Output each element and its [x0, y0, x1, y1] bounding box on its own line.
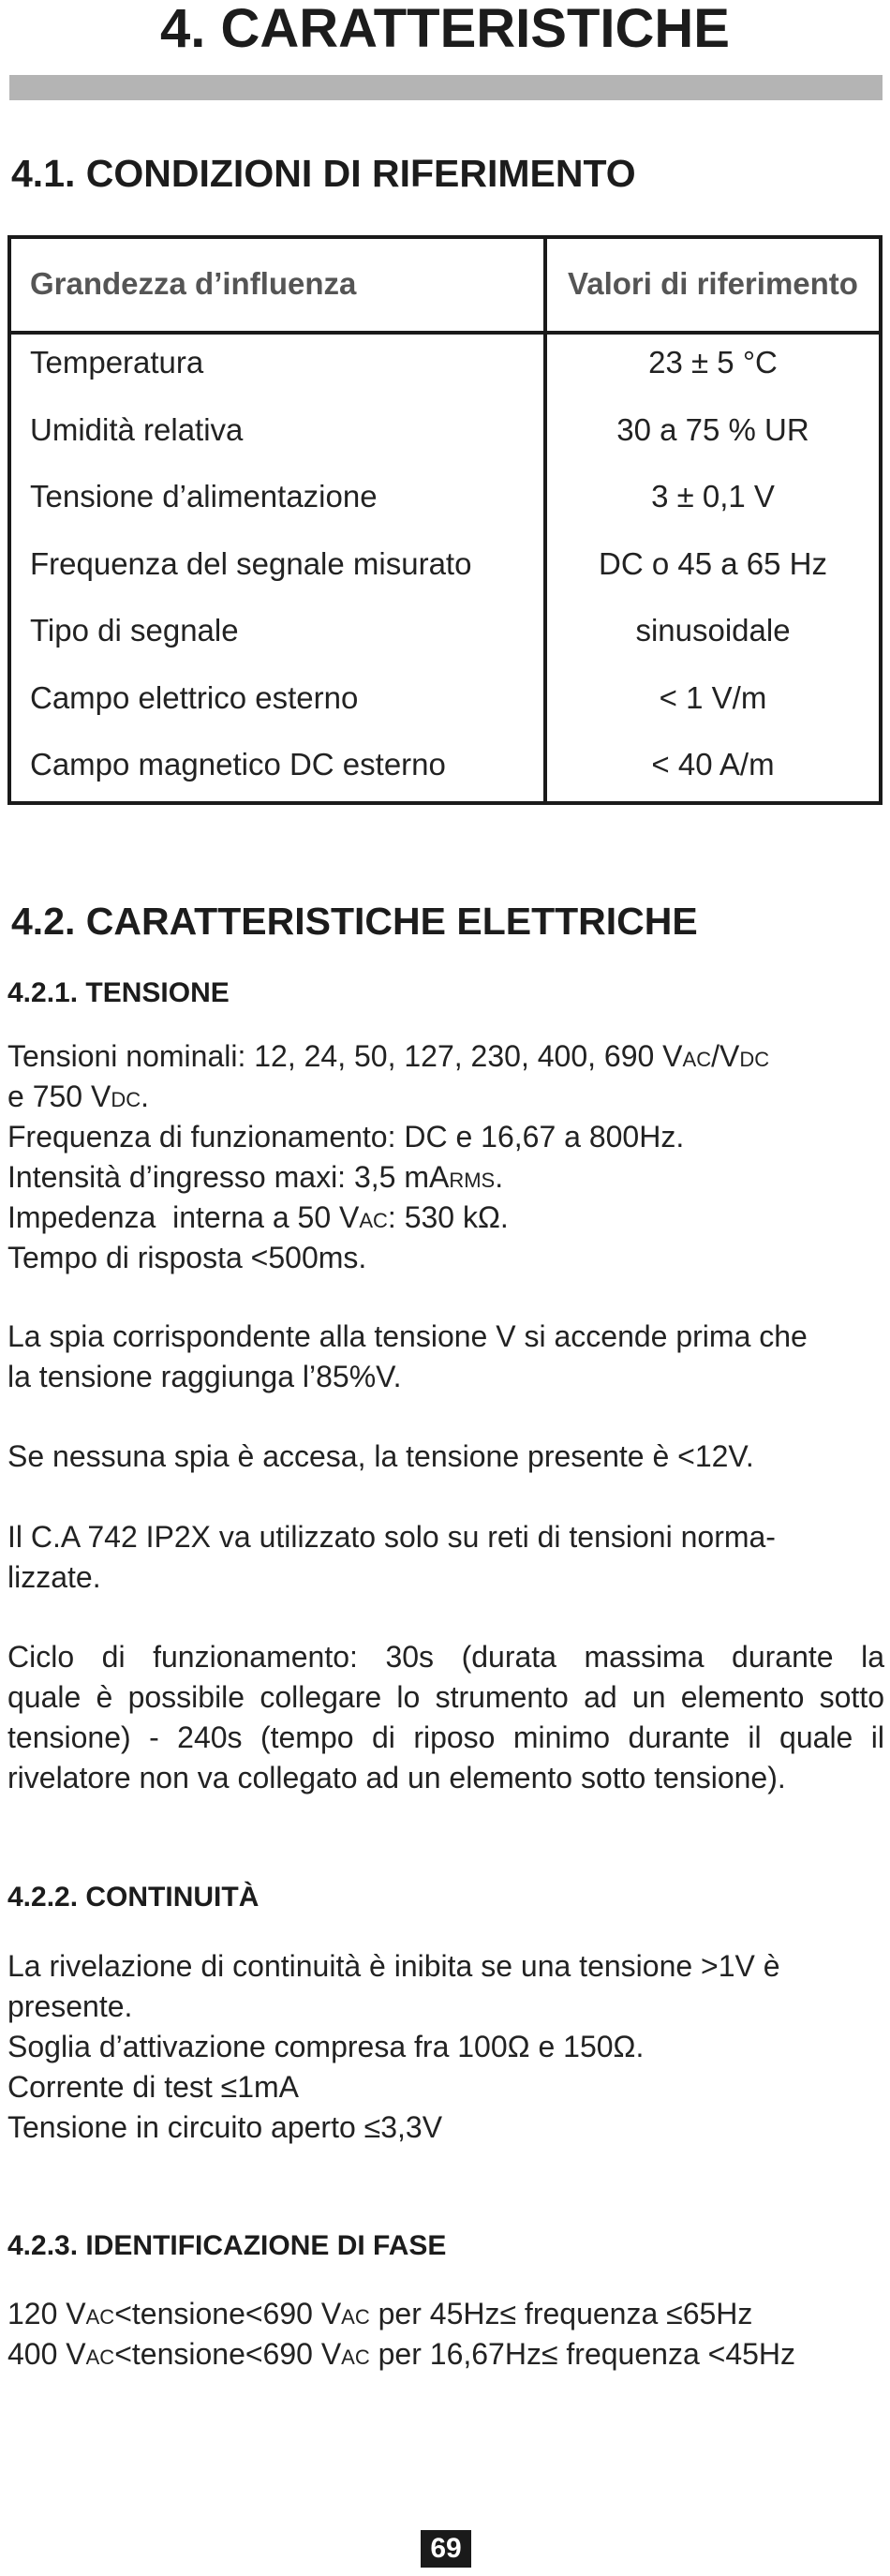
table-cell-name: Tensione d’alimentazione	[30, 479, 378, 514]
table-column-divider	[543, 239, 547, 801]
nominal-voltage-dc-line	[7, 1077, 884, 1120]
table-cell-value: 23 ± 5 °C	[648, 345, 778, 380]
frequency-line: Frequenza di funzionamento: DC e 16,67 a 800Hz.	[7, 1120, 685, 1154]
table-cell-value: 3 ± 0,1 V	[651, 479, 775, 514]
text-run: .	[495, 1160, 504, 1194]
paragraph-line: Soglia d’attivazione compresa fra 100Ω e 150Ω.	[7, 2030, 645, 2063]
text-run: <tensione<690 V	[114, 2337, 342, 2371]
table-header-reference-value: Valori di riferimento	[568, 266, 858, 301]
text-run: 400 V	[7, 2337, 86, 2371]
table-cell-value: < 40 A/m	[651, 747, 775, 782]
paragraph-line: presente.	[7, 1989, 133, 2023]
table-header-quantity: Grandezza d’influenza	[30, 266, 357, 301]
page-number: 69	[421, 2530, 471, 2568]
page-title: 4. CARATTERISTICHE	[160, 0, 730, 59]
table-cell-name: Campo magnetico DC esterno	[30, 747, 446, 782]
paragraph-line: rivelatore non va collegato ad un elemento sotto tensione).	[7, 1761, 786, 1794]
paragraph-line: quale è possibile collegare lo strumento ad un elemento sotto	[7, 1680, 884, 1714]
table-cell-name: Campo elettrico esterno	[30, 680, 359, 715]
text-run: per 45Hz≤ frequenza ≤65Hz	[369, 2297, 753, 2330]
paragraph-line: lizzate.	[7, 1560, 101, 1594]
unit-subscript: AC	[682, 1048, 712, 1071]
input-current-line	[7, 1157, 884, 1200]
unit-subscript: DC	[111, 1088, 141, 1111]
table-header-divider	[11, 331, 879, 335]
text-run: /V	[711, 1039, 740, 1073]
section-4-2-heading: 4.2. CARATTERISTICHE ELETTRICHE	[11, 900, 698, 943]
phase-identification-line	[7, 2294, 884, 2337]
table-cell-value: DC o 45 a 65 Hz	[599, 546, 827, 581]
paragraph-line: Ciclo di funzionamento: 30s (durata massima durante la	[7, 1640, 884, 1674]
section-4-2-3-heading: 4.2.3. IDENTIFICAZIONE DI FASE	[7, 2230, 447, 2261]
reference-conditions-table	[7, 235, 883, 805]
impedance-line	[7, 1198, 884, 1241]
text-run: Impedenza interna a 50 V	[7, 1200, 360, 1234]
section-4-2-2-heading: 4.2.2. CONTINUITÀ	[7, 1882, 260, 1913]
table-cell-name: Umidità relativa	[30, 412, 244, 447]
paragraph-line: La spia corrispondente alla tensione V si accende prima che	[7, 1319, 808, 1353]
text-run: .	[141, 1080, 149, 1113]
unit-subscript: DC	[739, 1048, 770, 1071]
text-run: e 750 V	[7, 1080, 111, 1113]
table-cell-name: Tipo di segnale	[30, 613, 239, 648]
paragraph-line: Corrente di test ≤1mA	[7, 2070, 300, 2104]
nominal-voltages-line	[7, 1036, 884, 1080]
text-run: : 530 kΩ.	[387, 1200, 509, 1234]
section-4-1-heading: 4.1. CONDIZIONI DI RIFERIMENTO	[11, 152, 636, 195]
text-run: Tensioni nominali: 12, 24, 50, 127, 230, 400, 690 V	[7, 1039, 683, 1073]
response-time-line: Tempo di risposta <500ms.	[7, 1241, 367, 1274]
unit-subscript: AC	[359, 1209, 388, 1232]
phase-identification-line	[7, 2334, 884, 2377]
text-run: <tensione<690 V	[114, 2297, 342, 2330]
paragraph-line: Tensione in circuito aperto ≤3,3V	[7, 2110, 443, 2144]
text-run: per 16,67Hz≤ frequenza <45Hz	[369, 2337, 796, 2371]
unit-subscript: RMS	[449, 1169, 496, 1192]
paragraph-line: la tensione raggiunga l’85%V.	[7, 1360, 402, 1393]
unit-subscript: AC	[85, 2345, 115, 2369]
paragraph-line: Se nessuna spia è accesa, la tensione presente è <12V.	[7, 1439, 754, 1473]
table-cell-value: 30 a 75 % UR	[616, 412, 809, 447]
table-cell-value: < 1 V/m	[659, 680, 767, 715]
text-run: Intensità d’ingresso maxi: 3,5 mA	[7, 1160, 450, 1194]
table-cell-name: Temperatura	[30, 345, 204, 380]
text-run: 120 V	[7, 2297, 86, 2330]
title-rule	[9, 75, 883, 100]
paragraph-line: tensione) - 240s (tempo di riposo minimo durante il quale il	[7, 1720, 884, 1754]
table-cell-name: Frequenza del segnale misurato	[30, 546, 472, 581]
section-4-2-1-heading: 4.2.1. TENSIONE	[7, 977, 230, 1008]
paragraph-line: Il C.A 742 IP2X va utilizzato solo su reti di tensioni norma-	[7, 1520, 776, 1554]
unit-subscript: AC	[341, 2305, 370, 2329]
paragraph-line: La rivelazione di continuità è inibita se una tensione >1V è	[7, 1949, 780, 1983]
table-cell-value: sinusoidale	[635, 613, 791, 648]
unit-subscript: AC	[341, 2345, 370, 2369]
unit-subscript: AC	[85, 2305, 115, 2329]
